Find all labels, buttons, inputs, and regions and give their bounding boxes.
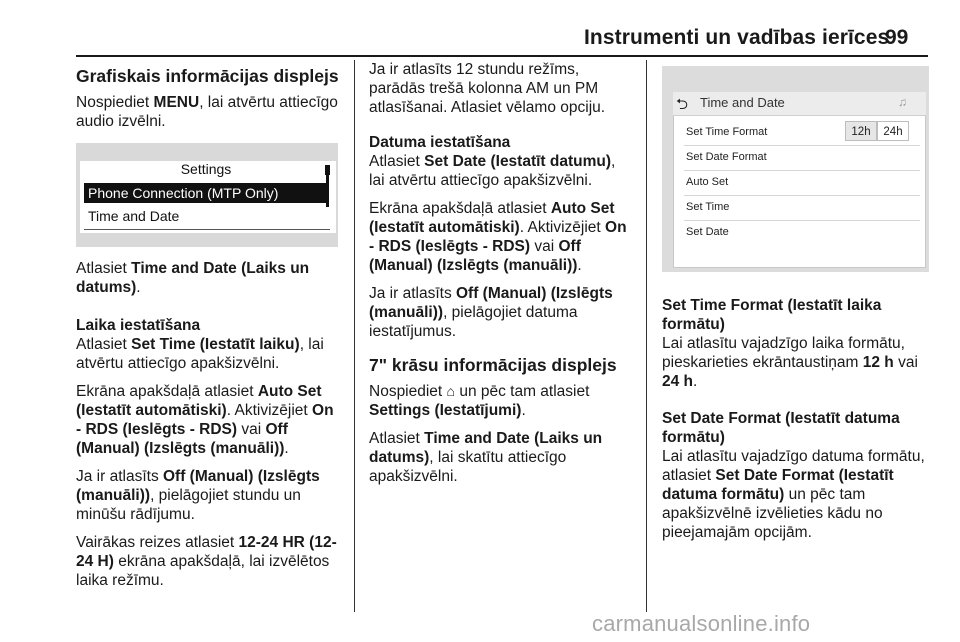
text: . Aktivizējiet [226, 402, 313, 419]
menu-divider [84, 229, 330, 230]
subheading-date-setting: Datuma iestatīšana [369, 134, 511, 151]
text: Ja ir atlasīts [369, 285, 456, 302]
text: Atlasiet [369, 153, 425, 170]
text: . [521, 402, 526, 419]
paragraph [76, 259, 341, 297]
paragraph [76, 93, 341, 131]
text: vai [237, 421, 266, 438]
text: vai [530, 238, 559, 255]
text: Lai atlasītu vajadzīgo datuma formātu, atlasiet [662, 448, 925, 484]
subheading-set-time-format: Set Time Format (Iestatīt laika formātu) [662, 297, 882, 333]
paragraph [76, 467, 341, 524]
settings-screen-display [80, 161, 336, 233]
time-and-date-title: Time and Date [700, 95, 785, 110]
text: . [577, 257, 582, 274]
text-bold: 24 h [662, 373, 694, 390]
text-bold: 12-24 HR (12-24 H) [76, 534, 337, 570]
paragraph: Ja ir atlasīts 12 stundu režīms, parādās trešā kolonna AM un PM atlasīšanai. Atlasiet vēlamo opciju. [369, 61, 606, 116]
text: un pēc tam atlasiet [455, 383, 590, 400]
subheading-time-setting: Laika iestatīšana [76, 317, 201, 334]
text: Atlasiet [76, 336, 132, 353]
menu-divider [684, 170, 920, 171]
text: , lai atvērtu attiecīgo apakšizvēlni. [76, 336, 324, 372]
home-icon: ⌂ [446, 383, 456, 399]
paragraph [369, 152, 634, 190]
header-divider [76, 55, 928, 57]
text-bold: Settings (Iestatījumi) [369, 402, 522, 419]
back-arrow-icon[interactable]: ⮌ [676, 96, 689, 113]
text: Lai atlasītu vajadzīgo laika formātu, pieskarieties ekrāntaustiņam [662, 335, 905, 371]
text: , pielāgojiet stundu un minūšu rādījumu. [76, 487, 301, 523]
column-1 [76, 60, 341, 599]
section-heading-7in-display: 7" krāsu informācijas displejs [369, 355, 617, 375]
settings-screen-illustration [76, 143, 338, 247]
column-divider-2 [646, 60, 647, 612]
text-bold: Set Time (Iestatīt laiku) [131, 336, 300, 353]
text: vai [893, 354, 918, 371]
menu-divider [684, 195, 920, 196]
text: Ja ir atlasīts [76, 468, 163, 485]
text: ekrāna apakšdaļā, lai izvēlētos laika režīmu. [76, 553, 330, 589]
text-bold: Time and Date (Laiks un datums) [76, 260, 310, 296]
text-bold: On - RDS (Ieslēgts - RDS) [369, 219, 627, 255]
paragraph [369, 382, 634, 420]
menu-item-phone-connection[interactable]: Phone Connection (MTP Only) [84, 183, 328, 203]
text: Atlasiet [76, 260, 132, 277]
paragraph [76, 533, 341, 590]
text: . [284, 440, 289, 457]
text: , lai skatītu attiecīgo apakšizvēlni. [369, 449, 567, 485]
text: , lai atvērtu attiecīgo apakšizvēlni. [369, 153, 616, 189]
text-bold: On - RDS (Ieslēgts - RDS) [76, 402, 334, 438]
column-divider-1 [354, 60, 355, 612]
page-header-title: Instrumenti un vadības ierīces [584, 26, 890, 49]
text-bold: Off (Manual) (Izslēgts (manuāli)) [369, 238, 581, 274]
text: Ekrāna apakšdaļā atlasiet [369, 200, 551, 217]
paragraph [369, 429, 634, 486]
column-2 [369, 60, 634, 495]
menu-divider [684, 220, 920, 221]
paragraph [662, 334, 930, 391]
text: . Aktivizējiet [519, 219, 606, 236]
settings-screen-title: Settings [180, 161, 232, 177]
page-number: 99 [885, 26, 909, 49]
watermark: carmanualsonline.info [592, 611, 811, 636]
text: Ekrāna apakšdaļā atlasiet [76, 383, 258, 400]
text: Nospiediet [369, 383, 447, 400]
text-bold: Off (Manual) (Izslēgts (manuāli)) [369, 285, 613, 321]
text-bold: Off (Manual) (Izslēgts (manuāli)) [76, 421, 288, 457]
text-bold: 12 h [862, 354, 894, 371]
text-bold: Time and Date (Laiks un datums) [369, 430, 603, 466]
text: , lai atvērtu attiecīgo audio izvēlni. [76, 94, 338, 130]
paragraph [369, 284, 634, 341]
text-bold: Auto Set (Iestatīt automātiski) [369, 200, 615, 236]
text-bold: Off (Manual) (Izslēgts (manuāli)) [76, 468, 320, 504]
scrollbar[interactable] [326, 165, 329, 207]
text: Atlasiet [369, 430, 425, 447]
column-3 [662, 296, 930, 551]
paragraph [369, 199, 634, 275]
text: un pēc tam apakšizvēlnē izvēlieties kādu no pieejamajām opcijām. [662, 486, 883, 541]
menu-item-set-time[interactable]: Set Time [686, 201, 730, 213]
text: . [136, 279, 141, 296]
menu-divider [684, 145, 920, 146]
menu-item-time-and-date[interactable]: Time and Date [88, 208, 180, 224]
text-bold: Auto Set (Iestatīt automātiski) [76, 383, 322, 419]
text-bold: MENU [153, 94, 200, 111]
menu-item-set-time-format[interactable]: Set Time Format [686, 126, 768, 138]
menu-item-set-date-format[interactable]: Set Date Format [686, 151, 767, 163]
menu-item-set-date[interactable]: Set Date [686, 226, 729, 238]
text: Vairākas reizes atlasiet [76, 534, 239, 551]
text: . [693, 373, 698, 390]
time-format-24h-button[interactable]: 24h [877, 121, 909, 141]
subheading-set-date-format: Set Date Format (Iestatīt datuma formātu) [662, 410, 900, 446]
music-note-icon[interactable]: ♫ [898, 95, 907, 109]
paragraph [76, 382, 341, 458]
paragraph [662, 447, 930, 542]
menu-item-auto-set[interactable]: Auto Set [686, 176, 729, 188]
section-heading-graphic-display: Grafiskais informācijas displejs [76, 66, 339, 86]
text-bold: Set Date Format (Iestatīt datuma formātu) [662, 467, 894, 503]
time-format-12h-button[interactable]: 12h [845, 121, 877, 141]
text: , pielāgojiet datuma iestatījumus. [369, 304, 578, 340]
text-bold: Set Date (Iestatīt datumu) [424, 153, 612, 170]
paragraph [76, 335, 341, 373]
text: Nospiediet [76, 94, 154, 111]
